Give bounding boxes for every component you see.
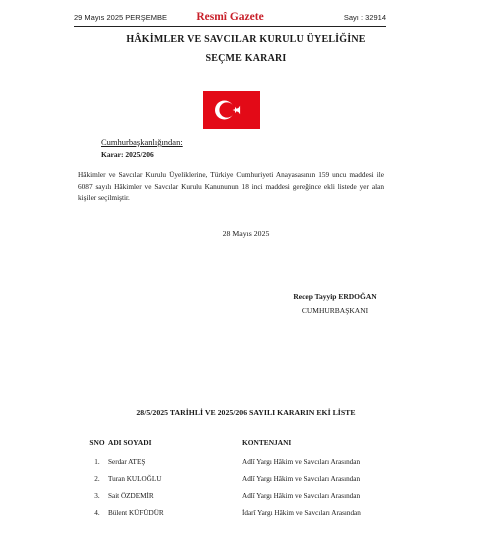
row-name: Serdar ATEŞ: [108, 458, 146, 466]
row-quota: Adlî Yargı Hâkim ve Savcıları Arasından: [242, 492, 361, 500]
header-bar: [74, 11, 386, 25]
row-name: Sait ÖZDEMİR: [108, 492, 154, 500]
annex-title: 28/5/2025 TARİHLİ VE 2025/206 SAYILI KARARIN EKİ LİSTE: [136, 408, 356, 417]
turkish-flag-icon: [203, 91, 260, 129]
row-quota: İdarî Yargı Hâkim ve Savcıları Arasından: [242, 509, 361, 517]
gazette-name: Resmî Gazete: [196, 11, 264, 23]
table-row: [74, 492, 394, 504]
row-sno: 1.: [94, 458, 100, 466]
issuer-label: Cumhurbaşkanlığından:: [101, 137, 183, 147]
signatory-name: Recep Tayyip ERDOĞAN: [293, 292, 377, 301]
column-header-quota: KONTENJANI: [242, 438, 292, 447]
table-row: [74, 475, 394, 487]
issue-number: Sayı : 32914: [343, 13, 386, 22]
table-row: [74, 458, 394, 470]
decision-number: Karar: 2025/206: [101, 150, 154, 159]
decision-date: 28 Mayıs 2025: [222, 229, 270, 238]
header-date: 29 Mayıs 2025 PERŞEMBE: [74, 13, 167, 22]
column-header-sno: SNO: [89, 438, 105, 447]
decision-body: Hâkimler ve Savcılar Kurulu Üyeliklerine, Türkiye Cumhuriyeti Anayasasının 159 uncu maddesi ile 6087 sayılı Hâkimler ve Savcılar Kurulu Kanununun 18 inci maddesi gereğince ekli listede yer alan kişiler seçilmiştir.: [78, 170, 384, 203]
row-name: Bülent KÜFÜDÜR: [108, 509, 164, 517]
table-row: [74, 509, 394, 521]
document-title: HÂKİMLER VE SAVCILAR KURULU ÜYELİĞİNE: [126, 34, 366, 45]
row-sno: 2.: [94, 475, 100, 483]
row-sno: 3.: [94, 492, 100, 500]
row-sno: 4.: [94, 509, 100, 517]
header-divider: [74, 26, 386, 27]
column-header-name: ADI SOYADI: [108, 438, 152, 447]
signatory-title: CUMHURBAŞKANI: [301, 306, 369, 315]
table-header: [74, 438, 394, 450]
document-subtitle: SEÇME KARARI: [205, 53, 287, 64]
row-quota: Adlî Yargı Hâkim ve Savcıları Arasından: [242, 475, 361, 483]
row-quota: Adlî Yargı Hâkim ve Savcıları Arasından: [242, 458, 361, 466]
row-name: Turan KULOĞLU: [108, 475, 162, 483]
